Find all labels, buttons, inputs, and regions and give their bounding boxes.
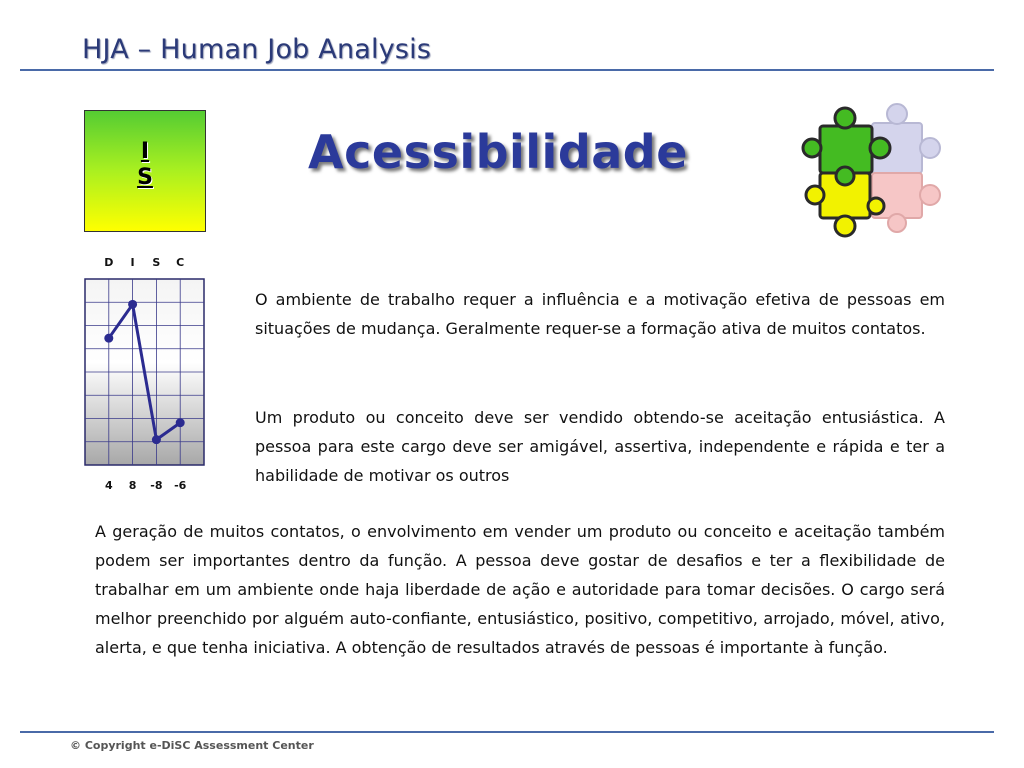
- category-label-s: S: [152, 256, 161, 269]
- value-label-c: -6: [174, 479, 187, 492]
- data-point-c: [176, 418, 185, 427]
- disc-chart: [80, 252, 215, 497]
- value-labels: [105, 479, 187, 492]
- paragraph-requirements: A geração de muitos contatos, o envolvimento em vender um produto ou conceito e aceitação também podem ser importantes dentro da função. A pessoa deve gostar de desafios e ter a flexibilidade de trabalhar em um ambiente onde haja liberdade de ação e autoridade para tomar decisões. O cargo será melhor preenchido por alguém auto-confiante, entusiástico, positivo, competitivo, arrojado, móvel, ativo, alerta, e que tenha iniciativa. A obtenção de resultados através de pessoas é importante à função.: [95, 522, 945, 657]
- value-label-i: 8: [128, 479, 137, 492]
- profile-letter-secondary: S: [137, 165, 153, 190]
- value-label-d: 4: [104, 479, 113, 492]
- data-point-s: [152, 435, 161, 444]
- data-point-i: [128, 300, 137, 309]
- footer-divider: [20, 731, 994, 733]
- footer-copyright: © Copyright e-DiSC Assessment Center: [70, 739, 314, 752]
- header-title: HJA – Human Job Analysis: [82, 34, 432, 65]
- data-point-d: [104, 334, 113, 343]
- category-label-d: D: [104, 256, 114, 269]
- page-title: Acessibilidade: [308, 125, 688, 179]
- profile-letter-primary: I: [140, 139, 150, 164]
- category-label-i: I: [130, 256, 135, 269]
- value-label-s: -8: [150, 479, 163, 492]
- category-labels: [104, 256, 184, 269]
- puzzle-pieces-icon: [800, 98, 945, 243]
- profile-box: [84, 110, 206, 232]
- header-divider: [20, 69, 994, 71]
- category-label-c: C: [176, 256, 185, 269]
- paragraph-environment: O ambiente de trabalho requer a influência e a motivação efetiva de pessoas em situações de mudança. Geralmente requer-se a formação ativa de muitos contatos.: [255, 290, 945, 338]
- paragraph-product: Um produto ou conceito deve ser vendido obtendo-se aceitação entusiástica. A pessoa para este cargo deve ser amigável, assertiva, independente e rápida e ter a habilidade de motivar os outros: [255, 408, 945, 485]
